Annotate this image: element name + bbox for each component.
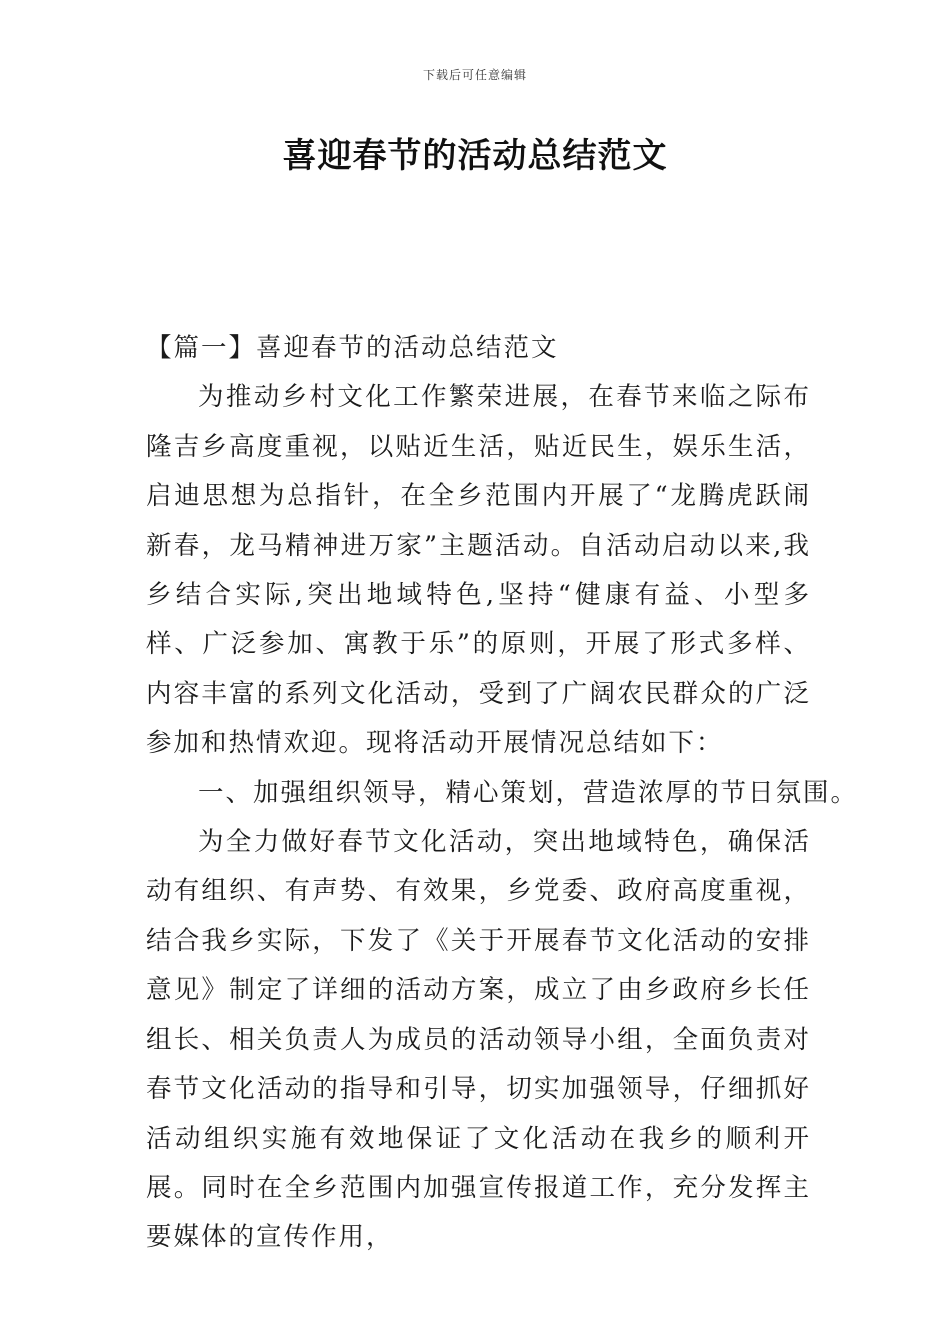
paragraph-intro: 为推动乡村文化工作繁荣进展，在春节来临之际布隆吉乡高度重视，以贴近生活，贴近民生，娱乐生活，启迪思想为总指针，在全乡范围内开展了“龙腾虎跃闹新春，龙马精神进万家”主题活动。自活动启动以来,我乡结合实际,突出地域特色,坚持“健康有益、小型多样、广泛参加、寓教于乐”的原则，开展了形式多样、内容丰富的系列文化活动，受到了广阔农民群众的广泛参加和热情欢迎。现将活动开展情况总结如下： xyxy=(146,382,811,759)
header-note: 下载后可任意编辑 xyxy=(422,68,527,82)
document-body xyxy=(146,324,859,1263)
paragraph-organization: 为全力做好春节文化活动，突出地域特色，确保活动有组织、有声势、有效果，乡党委、政府高度重视，结合我乡实际，下发了《关于开展春节文化活动的安排意见》制定了详细的活动方案，成立了由乡政府乡长任组长、相关负责人为成员的活动领导小组，全面负责对春节文化活动的指导和引导，切实加强领导，仔细抓好活动组织实施有效地保证了文化活动在我乡的顺利开展。同时在全乡范围内加强宣传报道工作，充分发挥主要媒体的宣传作用， xyxy=(146,827,811,1253)
paragraph-subheading: 一、加强组织领导，精心策划，营造浓厚的节日氛围。 xyxy=(198,777,859,808)
section-heading: 【篇一】喜迎春节的活动总结范文 xyxy=(146,333,559,363)
document-title: 喜迎春节的活动总结范文 xyxy=(282,136,668,176)
